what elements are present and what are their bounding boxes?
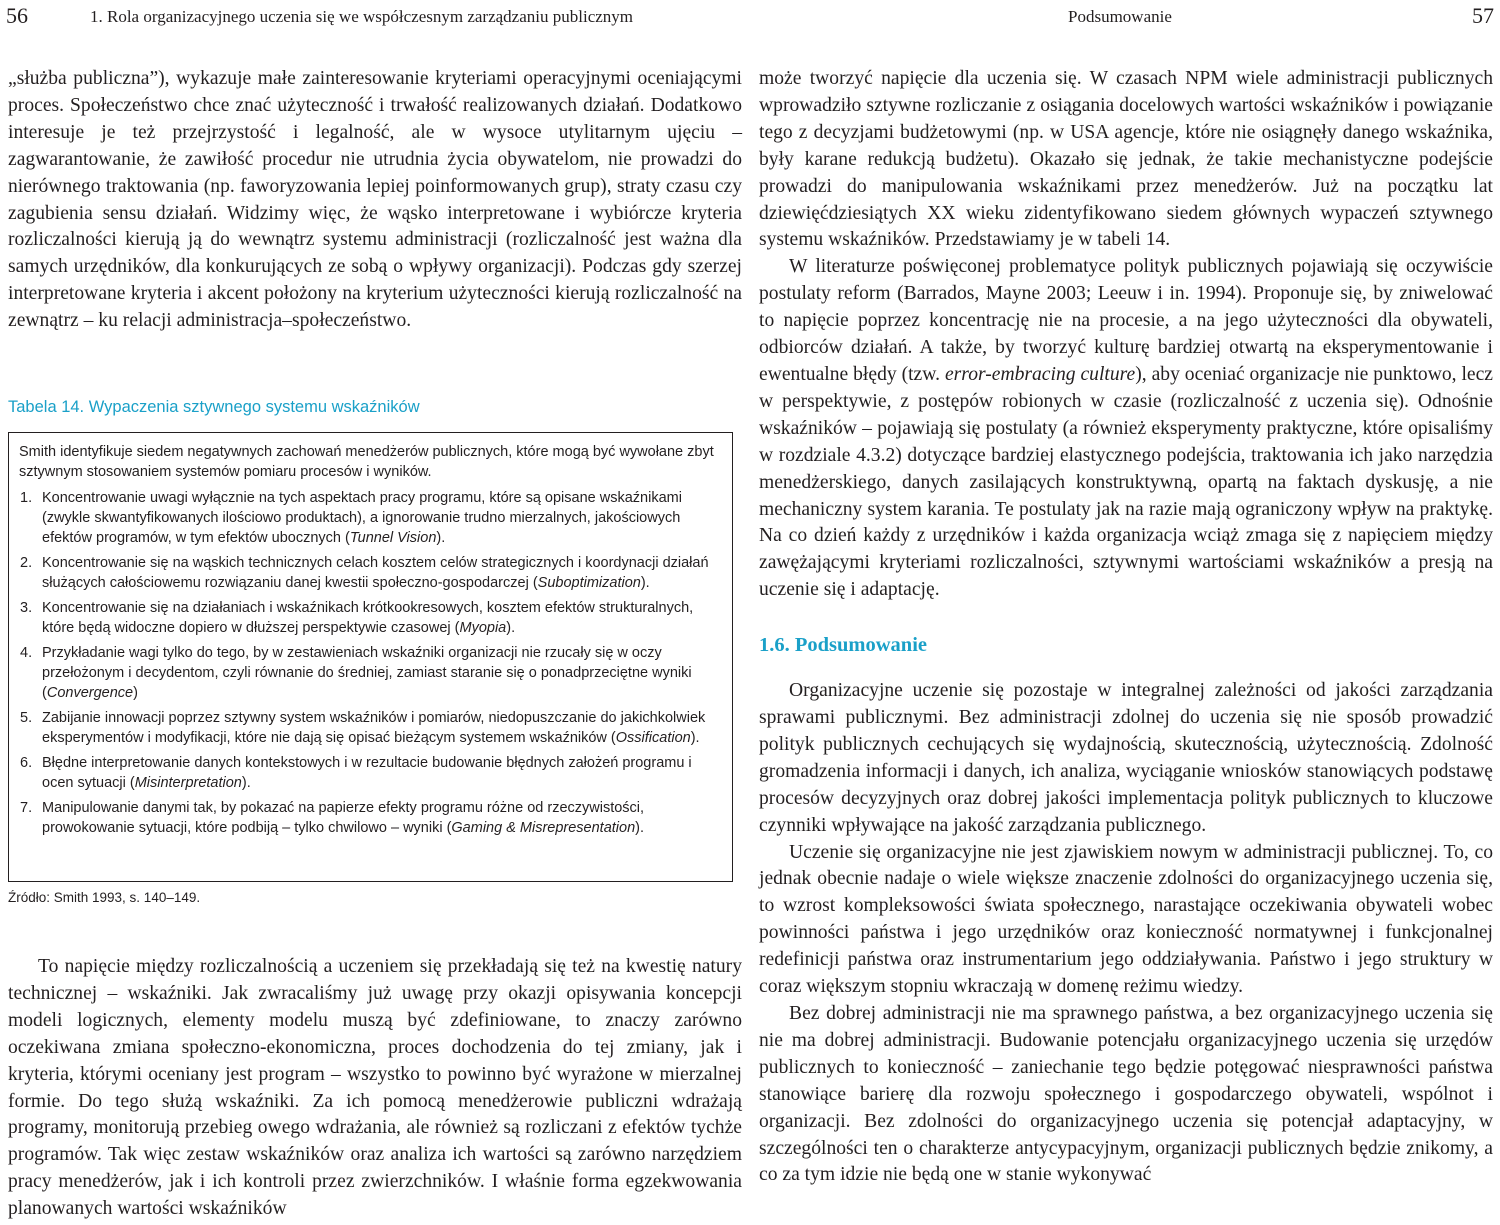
list-item-term: Convergence: [46, 685, 134, 701]
paragraph: Uczenie się organizacyjne nie jest zjawiskiem nowym w administracji publicznej. To, co jednak obecnie nadaje o wiele większe znaczenie zdolności do organizacyjnego uczenia się, to wzrost kompleksowości świata społecznego, narastające oczekiwania obywateli wobec powinności państwa i jego urzędników oraz konieczność normatywnej i funkcjonalnej redefinicji państwa oraz instrumentarium jego oddziaływania. Państwo i jego struktury w coraz większym stopniu wkraczają w domenę reżimu wiedzy.: [759, 841, 1493, 998]
paragraph-text: ), aby oceniać organizacje nie punktowo, lecz w perspektywie, z postępów robionych w czasie (rozliczalność z uczenia się). Odnośnie wskaźników – pojawiają się postulaty (a również eksperymenty praktyczne, które opisaliśmy w rozdziale 4.3.2) dotyczące bardziej elastycznego podejścia, traktowania ich jako narzędzia menedżerskiego, danych zasilających konstruktywną, opartą na faktach dyskusję, a nie mechaniczny system karania. Te postulaty jak na razie mają ograniczony wpływ na praktykę. Na co dzień każdy z urzędników i każda organizacja wciąż zmaga się z napięciem między zawężającymi kryteriami rozliczalności, sztywnymi wartościami wskaźników a presją na uczenie się i adaptację.: [759, 363, 1494, 601]
list-item-term: Tunnel Vision: [349, 530, 437, 546]
list-item-term: Ossification: [615, 730, 691, 746]
table-intro: Smith identyfikuje siedem negatywnych zachowań menedżerów publicznych, które mogą być wywołane zbyt sztywnym stosowaniem systemów pomiaru procesów i wyników.: [19, 444, 714, 480]
list-item-number: 4.: [20, 645, 33, 661]
table-list-item: [19, 553, 721, 593]
right-page-number: 57: [1472, 3, 1494, 28]
list-item-tail: ): [133, 685, 138, 701]
table-box: [8, 432, 733, 882]
list-item-text: Koncentrowanie uwagi wyłącznie na tych aspektach pracy programu, które są opisane wskaźnikami (zwykle skwantyfikowanych ilościowo produktach), a ignorowanie trudno mierzalnych, jakościowych efektów programów, w tym efektów ubocznych (: [42, 490, 682, 546]
left-running-head: 1. Rola organizacyjnego uczenia się we współczesnym zarządzaniu publicznym: [90, 7, 634, 26]
list-item-text: Koncentrowanie się na wąskich technicznych celach kosztem celów strategicznych i koordynacji działań służących całościowemu rozwiązaniu danej kwestii społeczno-gospodarczej (: [42, 555, 709, 591]
list-item-tail: ).: [690, 730, 700, 746]
paragraph: może tworzyć napięcie dla uczenia się. W czasach NPM wiele administracji publicznych wprowadziło sztywne rozliczanie z osiągania docelowych wartości wskaźników i powiązanie tego z decyzjami budżetowymi (np. w USA agencje, które nie osiągnęły danego wskaźnika, były karane redukcją budżetu). Okazało się jednak, że takie mechanistyczne podejście prowadzi do manipulowania wskaźnikami przez menedżerów. Już na początku lat dziewięćdziesiątych XX wieku zidentyfikowano siedem głównych wypaczeń sztywnego systemu wskaźników. Przedstawiamy je w tabeli 14.: [759, 68, 1493, 251]
paragraph: Bez dobrej administracji nie ma sprawnego państwa, a bez organizacyjnego uczenia się nie ma dobrej administracji. Budowanie potencjału organizacyjnego uczenia się urzędów publicznych to konieczność – zaniechanie tego będzie potęgować niesprawności państwa stanowiące barierę dla rozwoju społecznego i gospodarczego obywateli, wspólnot i organizacji. Bez zdolności do organizacyjnego uczenia się potencjał adaptacyjny, w szczególności ten o charakterze antycypacyjnym, organizacji publicznych będzie znikomy, a co za tym idzie nie będą one w stanie wykonywać: [759, 1003, 1493, 1186]
section-heading: 1.6. Podsumowanie: [759, 634, 928, 657]
table-list-item: [19, 753, 721, 793]
table-list-item: [19, 598, 721, 638]
list-item-term: Myopia: [459, 620, 507, 636]
paragraph: [759, 254, 1493, 604]
list-item-tail: ).: [506, 620, 516, 636]
list-item-number: 2.: [20, 555, 33, 571]
paragraph: To napięcie między rozliczalnością a uczeniem się przekładają się też na kwestię natury technicznej – wskaźniki. Jak zwracaliśmy już uwagę przy okazji opisywania koncepcji modeli logicznych, elementy modelu muszą być zdefiniowane, to znaczy zarówno oczekiwana zmiana społeczno-ekonomiczna, proces dochodzenia do tej zmiany, jak i kryteria, którymi oceniany jest program – wszystko to powinno być wyrażone w mierzalnej formie. Do tego służą wskaźniki. Za ich pomocą menedżerowie publiczni wdrażają programy, monitorują przebieg owego wdrażania, ale również są rozliczani z efektów tychże programów. Tak więc zestaw wskaźników oraz analiza ich wartości są zarówno narzędziem pracy menedżerów, jak i ich kontroli przez zwierzchników. I właśnie forma egzekwowania planowanych wartości wskaźników: [8, 956, 742, 1220]
paragraph: „służba publiczna”), wykazuje małe zainteresowanie kryteriami operacyjnymi oceniającymi proces. Społeczeństwo chce znać użyteczność i trwałość realizowanych działań. Dodatkowo interesuje je też przejrzystość i legalność, ale w wysoce utylitarnym ujęciu – zagwarantowanie, że zawiłość procedur nie utrudnia życia obywatelom, nie prowadzi do nierównego traktowania (np. faworyzowania lepiej poinformowanych grup), straty czasu czy zagubienia sensu działań. Widzimy więc, że wąsko interpretowane i wybiórcze kryteria rozliczalności kierują ją do wewnątrz systemu administracji (rozliczalność jest ważna dla samych urzędników, dla konkurujących ze sobą o wpływy organizacji). Podczas gdy szerzej interpretowane kryteria i akcent położony na kryterium użyteczności kierują rozliczalność na zewnątrz – ku relacji administracja–społeczeństwo.: [8, 68, 742, 332]
list-item-number: 5.: [20, 710, 33, 726]
list-item-number: 3.: [20, 600, 33, 616]
list-item-text: Przykładanie wagi tylko do tego, by w zestawieniach wskaźniki organizacji nie rzucały się w oczy przełożonym i decydentom, czyli równanie do średniej, zamiast staranie się o ponadprzeciętne wyniki (: [42, 645, 692, 701]
list-item-tail: ).: [635, 820, 645, 836]
list-item-term: Misinterpretation: [134, 775, 242, 791]
list-item-number: 6.: [20, 755, 33, 771]
list-item-term: Suboptimization: [537, 575, 641, 591]
list-item-tail: ).: [436, 530, 446, 546]
list-item-tail: ).: [241, 775, 251, 791]
list-item-text: Błędne interpretowanie danych kontekstowych i w rezultacie budowanie błędnych założeń programu i ocen sytuacji (: [42, 755, 692, 791]
table-caption: Tabela 14. Wypaczenia sztywnego systemu wskaźników: [8, 398, 420, 416]
list-item-number: 7.: [20, 800, 33, 816]
table-source: Źródło: Smith 1993, s. 140–149.: [8, 890, 201, 905]
list-item-text: Zabijanie innowacji poprzez sztywny system wskaźników i pomiarów, niedopuszczanie do jakichkolwiek eksperymentów i modyfikacji, które nie dają się opisać bieżącym systemem wskaźników (: [42, 710, 706, 746]
right-running-head: Podsumowanie: [1068, 7, 1172, 26]
table-list-item: [19, 708, 721, 748]
list-item-number: 1.: [20, 490, 33, 506]
table-list-item: [19, 798, 721, 838]
paragraph: Organizacyjne uczenie się pozostaje w integralnej zależności od jakości zarządzania sprawami publicznymi. Bez administracji zdolnej do uczenia się nie sposób prowadzić polityk publicznych cechujących się wydajnością, skutecznością, użytecznością. Zdolność gromadzenia informacji i danych, ich analiza, wyciąganie wniosków stanowiących podstawę procesów decyzyjnych oraz dobrej jakości implementacja polityk publicznych to kluczowe czynniki wpływające na jakość zarządzania publicznego.: [759, 680, 1493, 836]
list-item-term: Gaming & Misrepresentation: [451, 820, 636, 836]
left-page-top-text: [8, 66, 742, 335]
paragraph-text: W literaturze poświęconej problematyce polityk publicznych pojawiają się oczywiście postulaty reform (Barrados, Mayne 2003; Leeuw i in. 1994). Proponuje się, by zniwelować to napięcie poprzez koncentrację nie na procesie, a na jego użyteczności dla obywateli, odbiorców działań. A także, by tworzyć kulturę bardziej otwartą na eksperymentowanie i ewentualne błędy (tzw.: [759, 256, 1493, 385]
left-page-number: 56: [6, 3, 28, 28]
list-item-tail: ).: [640, 575, 650, 591]
table-list: [19, 488, 721, 838]
italic-term: error-embracing culture: [944, 363, 1136, 385]
list-item-text: Koncentrowanie się na działaniach i wskaźnikach krótkookresowych, kosztem efektów strukturalnych, które będą widoczne dopiero w dłuższej perspektywie czasowej (: [42, 600, 694, 636]
list-item-text: Manipulowanie danymi tak, by pokazać na papierze efekty programu różne od rzeczywistości, prowokowanie sytuacji, które podbiją – tylko chwilowo – wyniki (: [42, 800, 645, 836]
left-page-bottom-text: [8, 954, 742, 1223]
table-list-item: [19, 488, 721, 548]
table-list-item: [19, 643, 721, 703]
right-page-text: [759, 66, 1493, 1189]
